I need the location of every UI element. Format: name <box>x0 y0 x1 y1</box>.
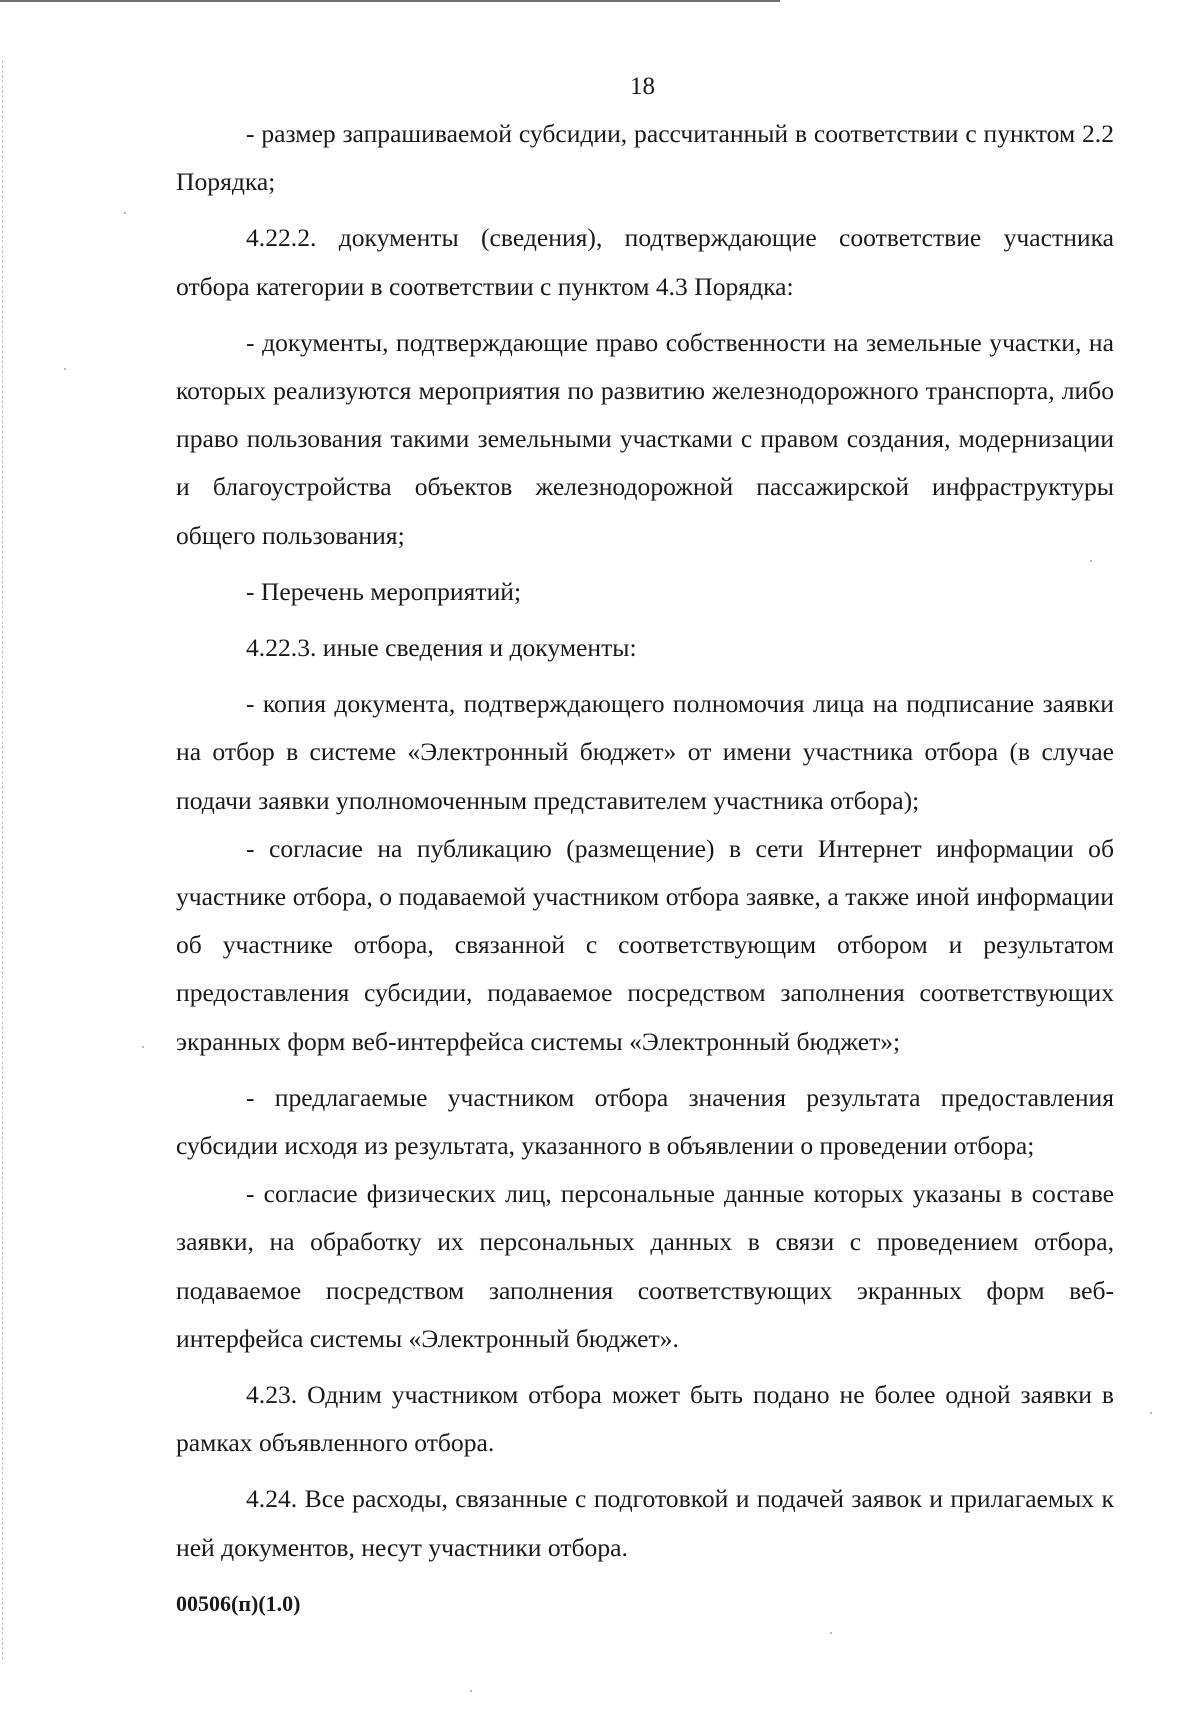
scan-border-top <box>0 0 780 2</box>
paragraph-4-22-2: 4.22.2. документы (сведения), подтверждающие соответствие участника отбора категории в соответствии с пунктом 4.3 Порядка: <box>176 223 1114 301</box>
paragraph-land-documents: - документы, подтверждающие право собственности на земельные участки, на которых реализуются мероприятия по развитию железнодорожного транспорта, либо право пользования такими земельными участками с правом создания, модернизации и благоустройства объектов железнодорожной пассажирской инфраструктуры общего пользования; <box>176 327 1114 550</box>
document-code: 00506(п)(1.0) <box>176 1591 301 1616</box>
paragraph-4-22-3: 4.22.3. иные сведения и документы: <box>246 633 637 663</box>
scan-speck <box>1150 1412 1152 1414</box>
document-body <box>176 110 1114 1572</box>
scan-speck <box>470 1690 472 1692</box>
page-number: 18 <box>630 73 655 100</box>
scan-speck <box>1090 560 1092 562</box>
paragraph-publication-consent: - согласие на публикацию (размещение) в сети Интернет информации об участнике отбора, о подаваемой участником отбора заявке, а также иной информации об участнике отбора, связанной с соответствующим отбором и результатом предоставления субсидии, подаваемое посредством заполнения соответствующих экранных форм веб-интерфейса системы «Электронный бюджет»; <box>176 833 1114 1056</box>
paragraph-authority-copy: - копия документа, подтверждающего полномочия лица на подписание заявки на отбор в системе «Электронный бюджет» от имени участника отбора (в случае подачи заявки уполномоченным представителем участника отбора); <box>176 689 1114 815</box>
scan-speck <box>830 1632 832 1634</box>
scan-speck <box>142 1046 144 1048</box>
scan-border-left <box>2 60 4 1660</box>
paragraph-4-23: 4.23. Одним участником отбора может быть подано не более одной заявки в рамках объявленного отбора. <box>176 1380 1114 1458</box>
paragraph-subsidy-size: - размер запрашиваемой субсидии, рассчитанный в соответствии с пунктом 2.2 Порядка; <box>176 119 1114 197</box>
scan-speck <box>64 368 66 370</box>
paragraph-measures-list: - Перечень мероприятий; <box>246 576 522 606</box>
paragraph-4-24: 4.24. Все расходы, связанные с подготовкой и подачей заявок и прилагаемых к ней документов, несут участники отбора. <box>176 1484 1114 1562</box>
scan-speck <box>124 212 126 214</box>
paragraph-result-values: - предлагаемые участником отбора значения результата предоставления субсидии исходя из результата, указанного в объявлении о проведении отбора; <box>176 1082 1114 1161</box>
paragraph-personal-data-consent: - согласие физических лиц, персональные данные которых указаны в составе заявки, на обработку их персональных данных в связи с проведением отбора, подаваемое посредством заполнения соответствующих экранных форм веб-интерфейса системы «Электронный бюджет». <box>176 1179 1114 1353</box>
